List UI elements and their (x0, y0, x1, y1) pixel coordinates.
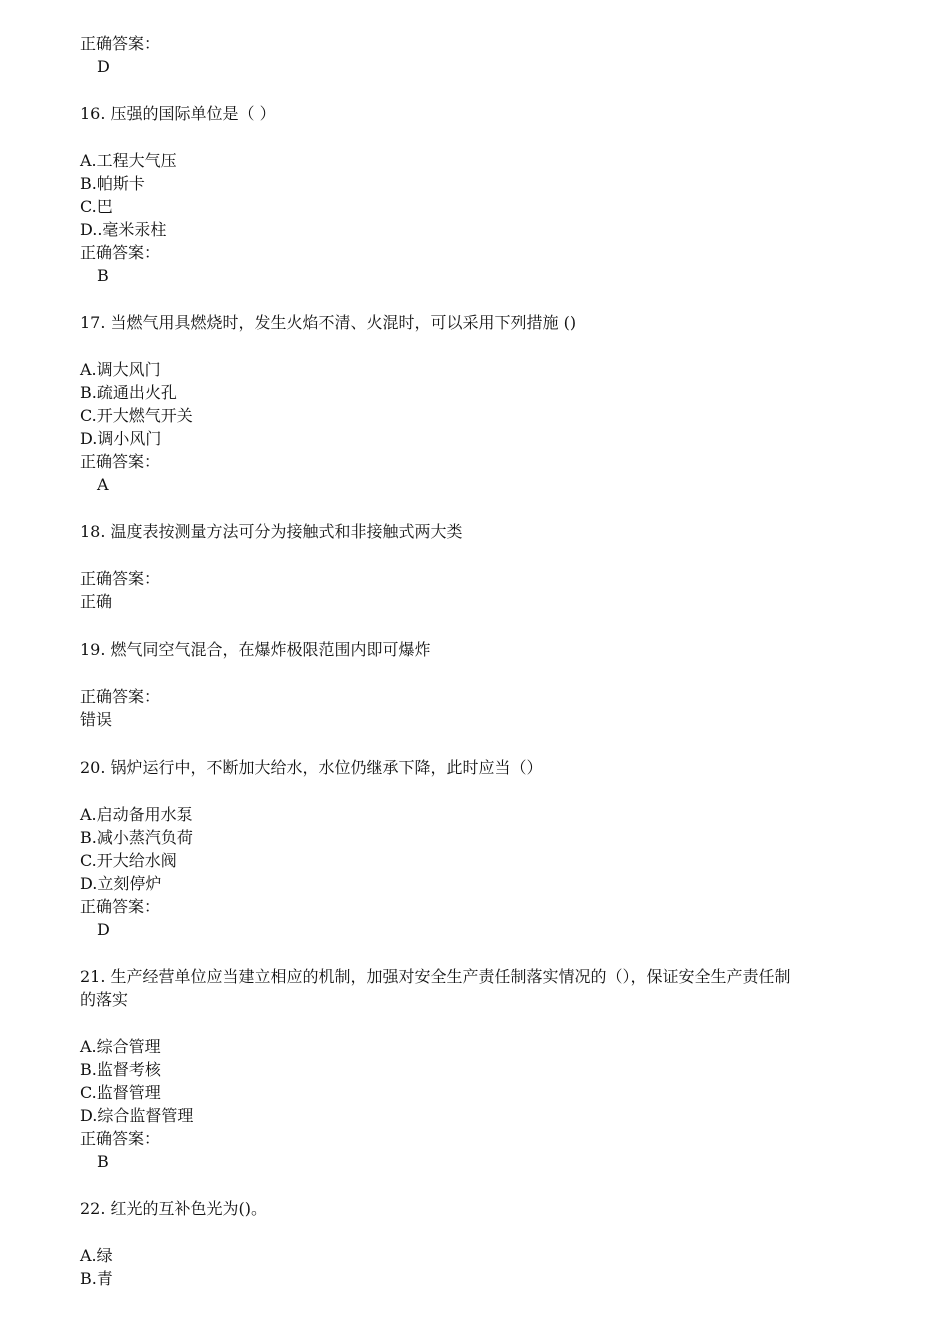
q17-answer-value: A (97, 475, 109, 494)
q17-answer-label: 正确答案： (80, 452, 161, 471)
question-19: 19. 燃气同空气混合，在爆炸极限范围内即可爆炸 (80, 640, 431, 659)
q21-option-d: D.综合监督管理 (80, 1106, 194, 1125)
question-17: 17. 当燃气用具燃烧时，发生火焰不清、火混时，可以采用下列措施 () (80, 313, 577, 332)
q17-option-b: B.疏通出火孔 (80, 383, 177, 402)
answer-label: 正确答案： (80, 34, 161, 53)
q17-option-a: A.调大风门 (80, 360, 161, 379)
q16-answer-label: 正确答案： (80, 243, 161, 262)
q20-option-c: C.开大给水阀 (80, 851, 177, 870)
q16-option-a: A.工程大气压 (80, 151, 177, 170)
q20-option-d: D.立刻停炉 (80, 874, 162, 893)
q16-option-d: D..毫米汞柱 (80, 220, 167, 239)
q19-answer-label: 正确答案： (80, 687, 161, 706)
answer-value: D (97, 57, 110, 76)
q22-option-a: A.绿 (80, 1246, 113, 1265)
q18-answer-value: 正确 (80, 592, 113, 611)
question-18: 18. 温度表按测量方法可分为接触式和非接触式两大类 (80, 522, 463, 541)
q22-option-b: B.青 (80, 1269, 113, 1288)
question-22: 22. 红光的互补色光为()。 (80, 1199, 268, 1218)
q21-answer-value: B (97, 1152, 109, 1171)
q21-option-a: A.综合管理 (80, 1037, 161, 1056)
q20-option-a: A.启动备用水泵 (80, 805, 193, 824)
question-21-line-2: 的落实 (80, 990, 129, 1009)
q20-answer-label: 正确答案： (80, 897, 161, 916)
q20-option-b: B.减小蒸汽负荷 (80, 828, 193, 847)
q16-option-c: C.巴 (80, 197, 113, 216)
question-20: 20. 锅炉运行中，不断加大给水，水位仍继承下降，此时应当（） (80, 758, 543, 777)
q17-option-d: D.调小风门 (80, 429, 162, 448)
q18-answer-label: 正确答案： (80, 569, 161, 588)
q19-answer-value: 错误 (80, 710, 113, 729)
question-16: 16. 压强的国际单位是（ ） (80, 104, 276, 123)
q17-option-c: C.开大燃气开关 (80, 406, 193, 425)
question-21-line-1: 21. 生产经营单位应当建立相应的机制，加强对安全生产责任制落实情况的（），保证安全生产责任制 (80, 967, 791, 986)
q21-answer-label: 正确答案： (80, 1129, 161, 1148)
q20-answer-value: D (97, 920, 110, 939)
q16-option-b: B.帕斯卡 (80, 174, 145, 193)
q16-answer-value: B (97, 266, 109, 285)
q21-option-c: C.监督管理 (80, 1083, 161, 1102)
q21-option-b: B.监督考核 (80, 1060, 161, 1079)
